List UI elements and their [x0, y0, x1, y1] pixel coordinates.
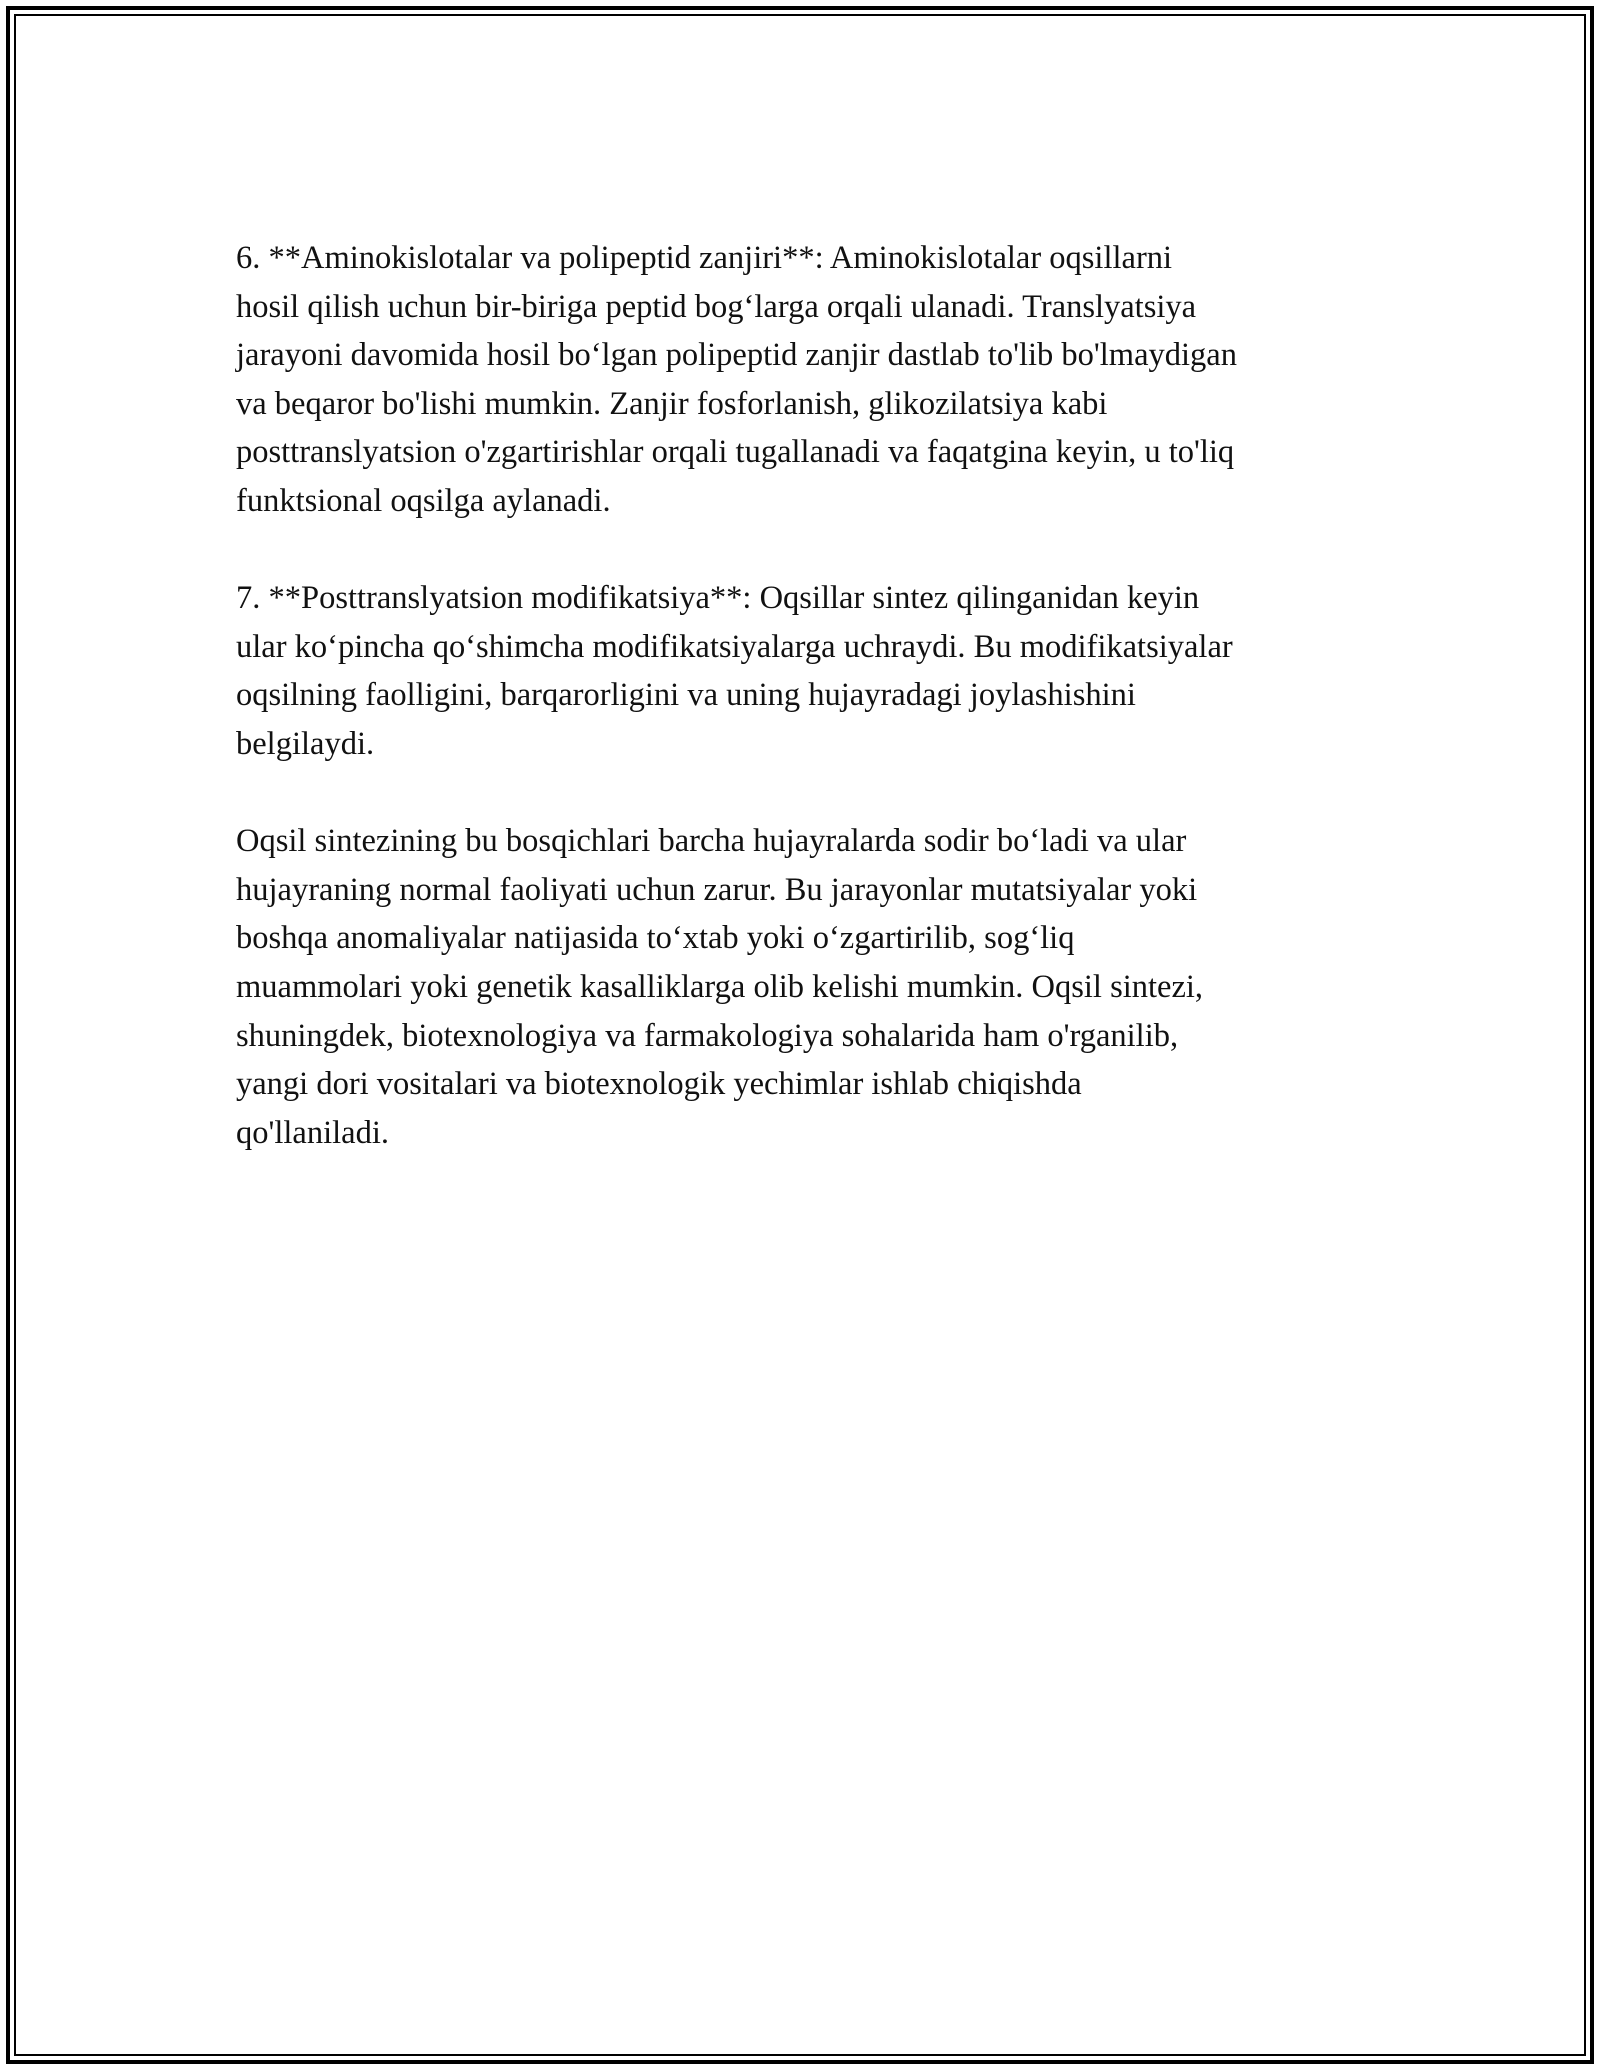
text-line: 7. **Posttranslyatsion modifikatsiya**: Oqsillar sintez qilinganidan keyin — [236, 580, 1200, 617]
paragraph-posttranslyatsion — [236, 574, 1386, 768]
text-line: muammolari yoki genetik kasalliklarga olib kelishi mumkin. Oqsil sintezi, — [236, 968, 1204, 1005]
text-line: jarayoni davomida hosil bo‘lgan polipeptid zanjir dastlab to'lib bo'lmaydigan — [236, 337, 1237, 374]
document-body — [236, 234, 1386, 1206]
text-line: oqsilning faolligini, barqarorligini va uning hujayradagi joylashishini — [236, 677, 1136, 714]
text-line: va beqaror bo'lishi mumkin. Zanjir fosforlanish, glikozilatsiya kabi — [236, 385, 1108, 422]
text-line: yangi dori vositalari va biotexnologik yechimlar ishlab chiqishda — [236, 1066, 1082, 1103]
text-line: shuningdek, biotexnologiya va farmakologiya sohalarida ham o'rganilib, — [236, 1017, 1179, 1054]
text-line: posttranslyatsion o'zgartirishlar orqali tugallanadi va faqatgina keyin, u to'liq — [236, 434, 1235, 471]
text-line: hujayraning normal faoliyati uchun zarur. Bu jarayonlar mutatsiyalar yoki — [236, 871, 1198, 908]
text-line: Oqsil sintezining bu bosqichlari barcha hujayralarda sodir bo‘ladi va ular — [236, 823, 1187, 860]
text-line: qo'llaniladi. — [236, 1114, 389, 1151]
paragraph-conclusion — [236, 817, 1386, 1157]
text-line: boshqa anomaliyalar natijasida to‘xtab yoki o‘zgartirilib, sog‘liq — [236, 920, 1075, 957]
text-line: hosil qilish uchun bir-biriga peptid bog‘larga orqali ulanadi. Translyatsiya — [236, 288, 1197, 325]
paragraph-aminokislotalar — [236, 234, 1386, 526]
text-line: belgilaydi. — [236, 725, 375, 762]
text-line: 6. **Aminokislotalar va polipeptid zanjiri**: Aminokislotalar oqsillarni — [236, 240, 1173, 276]
text-line: funktsional oqsilga aylanadi. — [236, 482, 611, 519]
text-line: ular ko‘pincha qo‘shimcha modifikatsiyalarga uchraydi. Bu modifikatsiyalar — [236, 628, 1233, 665]
